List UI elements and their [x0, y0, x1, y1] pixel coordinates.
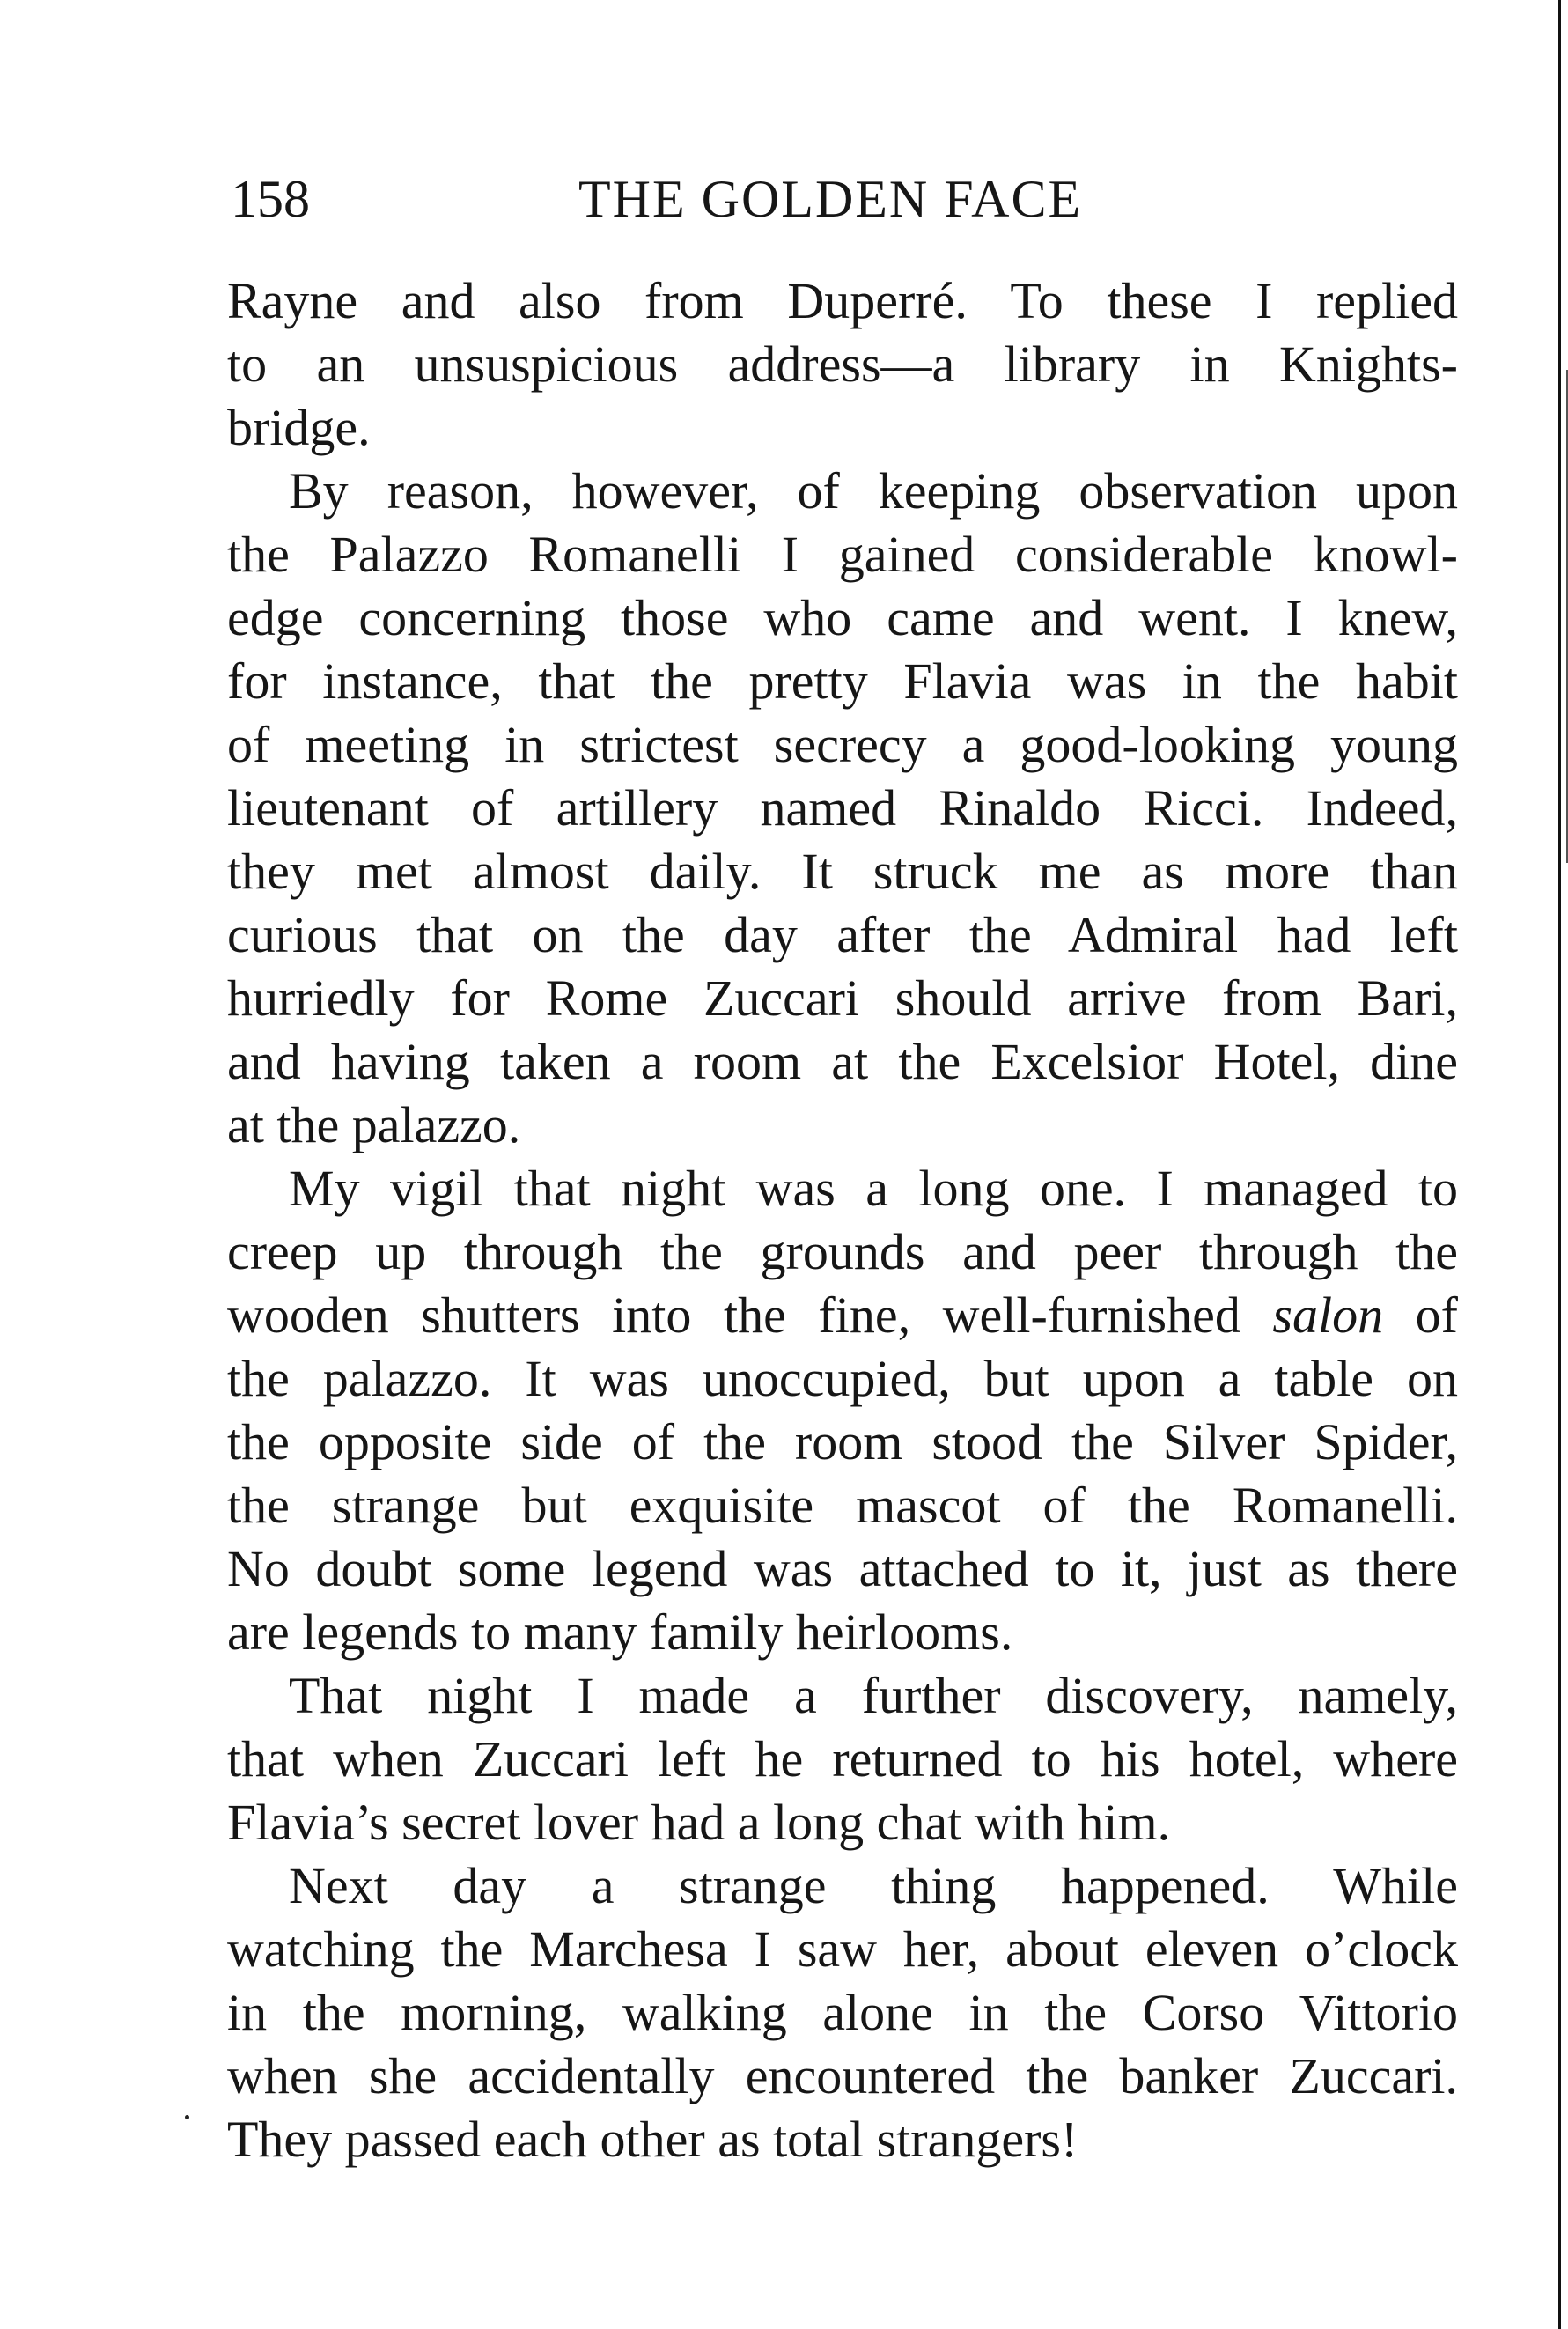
- text-line: the palazzo. It was unoccupied, but upon a table on: [227, 1350, 1458, 1407]
- text-line: at the palazzo.: [227, 1096, 521, 1153]
- text-line: hurriedly for Rome Zuccari should arrive from Bari,: [227, 969, 1458, 1027]
- text-segment: of: [1383, 1286, 1458, 1344]
- text-line: and having taken a room at the Excelsior Hotel, dine: [227, 1033, 1458, 1090]
- text-line: watching the Marchesa I saw her, about eleven o’clock: [227, 1920, 1458, 1978]
- text-line: lieutenant of artillery named Rinaldo Ricci. Indeed,: [227, 779, 1458, 837]
- text-line: Next day a strange thing happened. While: [289, 1857, 1458, 1914]
- text-line: Rayne and also from Duperré. To these I replied: [227, 272, 1458, 329]
- text-line: My vigil that night was a long one. I managed to: [289, 1160, 1458, 1217]
- text-line: bridge.: [227, 399, 371, 456]
- running-title: THE GOLDEN FACE: [578, 170, 1083, 228]
- text-line: the opposite side of the room stood the Silver Spider,: [227, 1413, 1458, 1470]
- paragraph-4: [227, 1664, 1458, 1854]
- text-line: That night I made a further discovery, namely,: [289, 1667, 1458, 1724]
- text-line: to an unsuspicious address—a library in Knights-: [227, 335, 1458, 393]
- text-line: when she accidentally encountered the banker Zuccari.: [227, 2047, 1458, 2104]
- text-line: they met almost daily. It struck me as more than: [227, 843, 1458, 900]
- text-segment: wooden shutters into the fine, well-furnished: [227, 1286, 1273, 1344]
- text-line: No doubt some legend was attached to it, just as there: [227, 1540, 1458, 1597]
- page-number: 158: [231, 170, 310, 228]
- page-header: [231, 164, 1454, 234]
- page-edge-line: [1558, 0, 1561, 2329]
- print-speck: [185, 2115, 189, 2119]
- text-line: edge concerning those who came and went. I knew,: [227, 589, 1458, 646]
- text-line: are legends to many family heirlooms.: [227, 1603, 1013, 1661]
- text-line: curious that on the day after the Admiral had left: [227, 906, 1458, 963]
- text-line: the Palazzo Romanelli I gained considerable knowl-: [227, 526, 1458, 583]
- paragraph-2: [227, 460, 1458, 1157]
- text-line: for instance, that the pretty Flavia was in the habit: [227, 652, 1458, 710]
- paragraph-1: [227, 269, 1458, 460]
- text-line-with-italic: [227, 1284, 1458, 1347]
- text-line: creep up through the grounds and peer through the: [227, 1223, 1458, 1280]
- text-line: Flavia’s secret lover had a long chat with him.: [227, 1794, 1171, 1851]
- text-line: that when Zuccari left he returned to his hotel, where: [227, 1730, 1458, 1787]
- paragraph-5: [227, 1854, 1458, 2171]
- text-line: By reason, however, of keeping observation upon: [289, 462, 1458, 520]
- paragraph-3: [227, 1157, 1458, 1664]
- text-line: in the morning, walking alone in the Corso Vittorio: [227, 1984, 1458, 2041]
- text-line: of meeting in strictest secrecy a good-looking young: [227, 716, 1458, 773]
- italic-word: salon: [1272, 1286, 1384, 1344]
- text-line: the strange but exquisite mascot of the Romanelli.: [227, 1477, 1458, 1534]
- text-line: They passed each other as total strangers!: [227, 2111, 1078, 2168]
- body-text: [227, 269, 1458, 2171]
